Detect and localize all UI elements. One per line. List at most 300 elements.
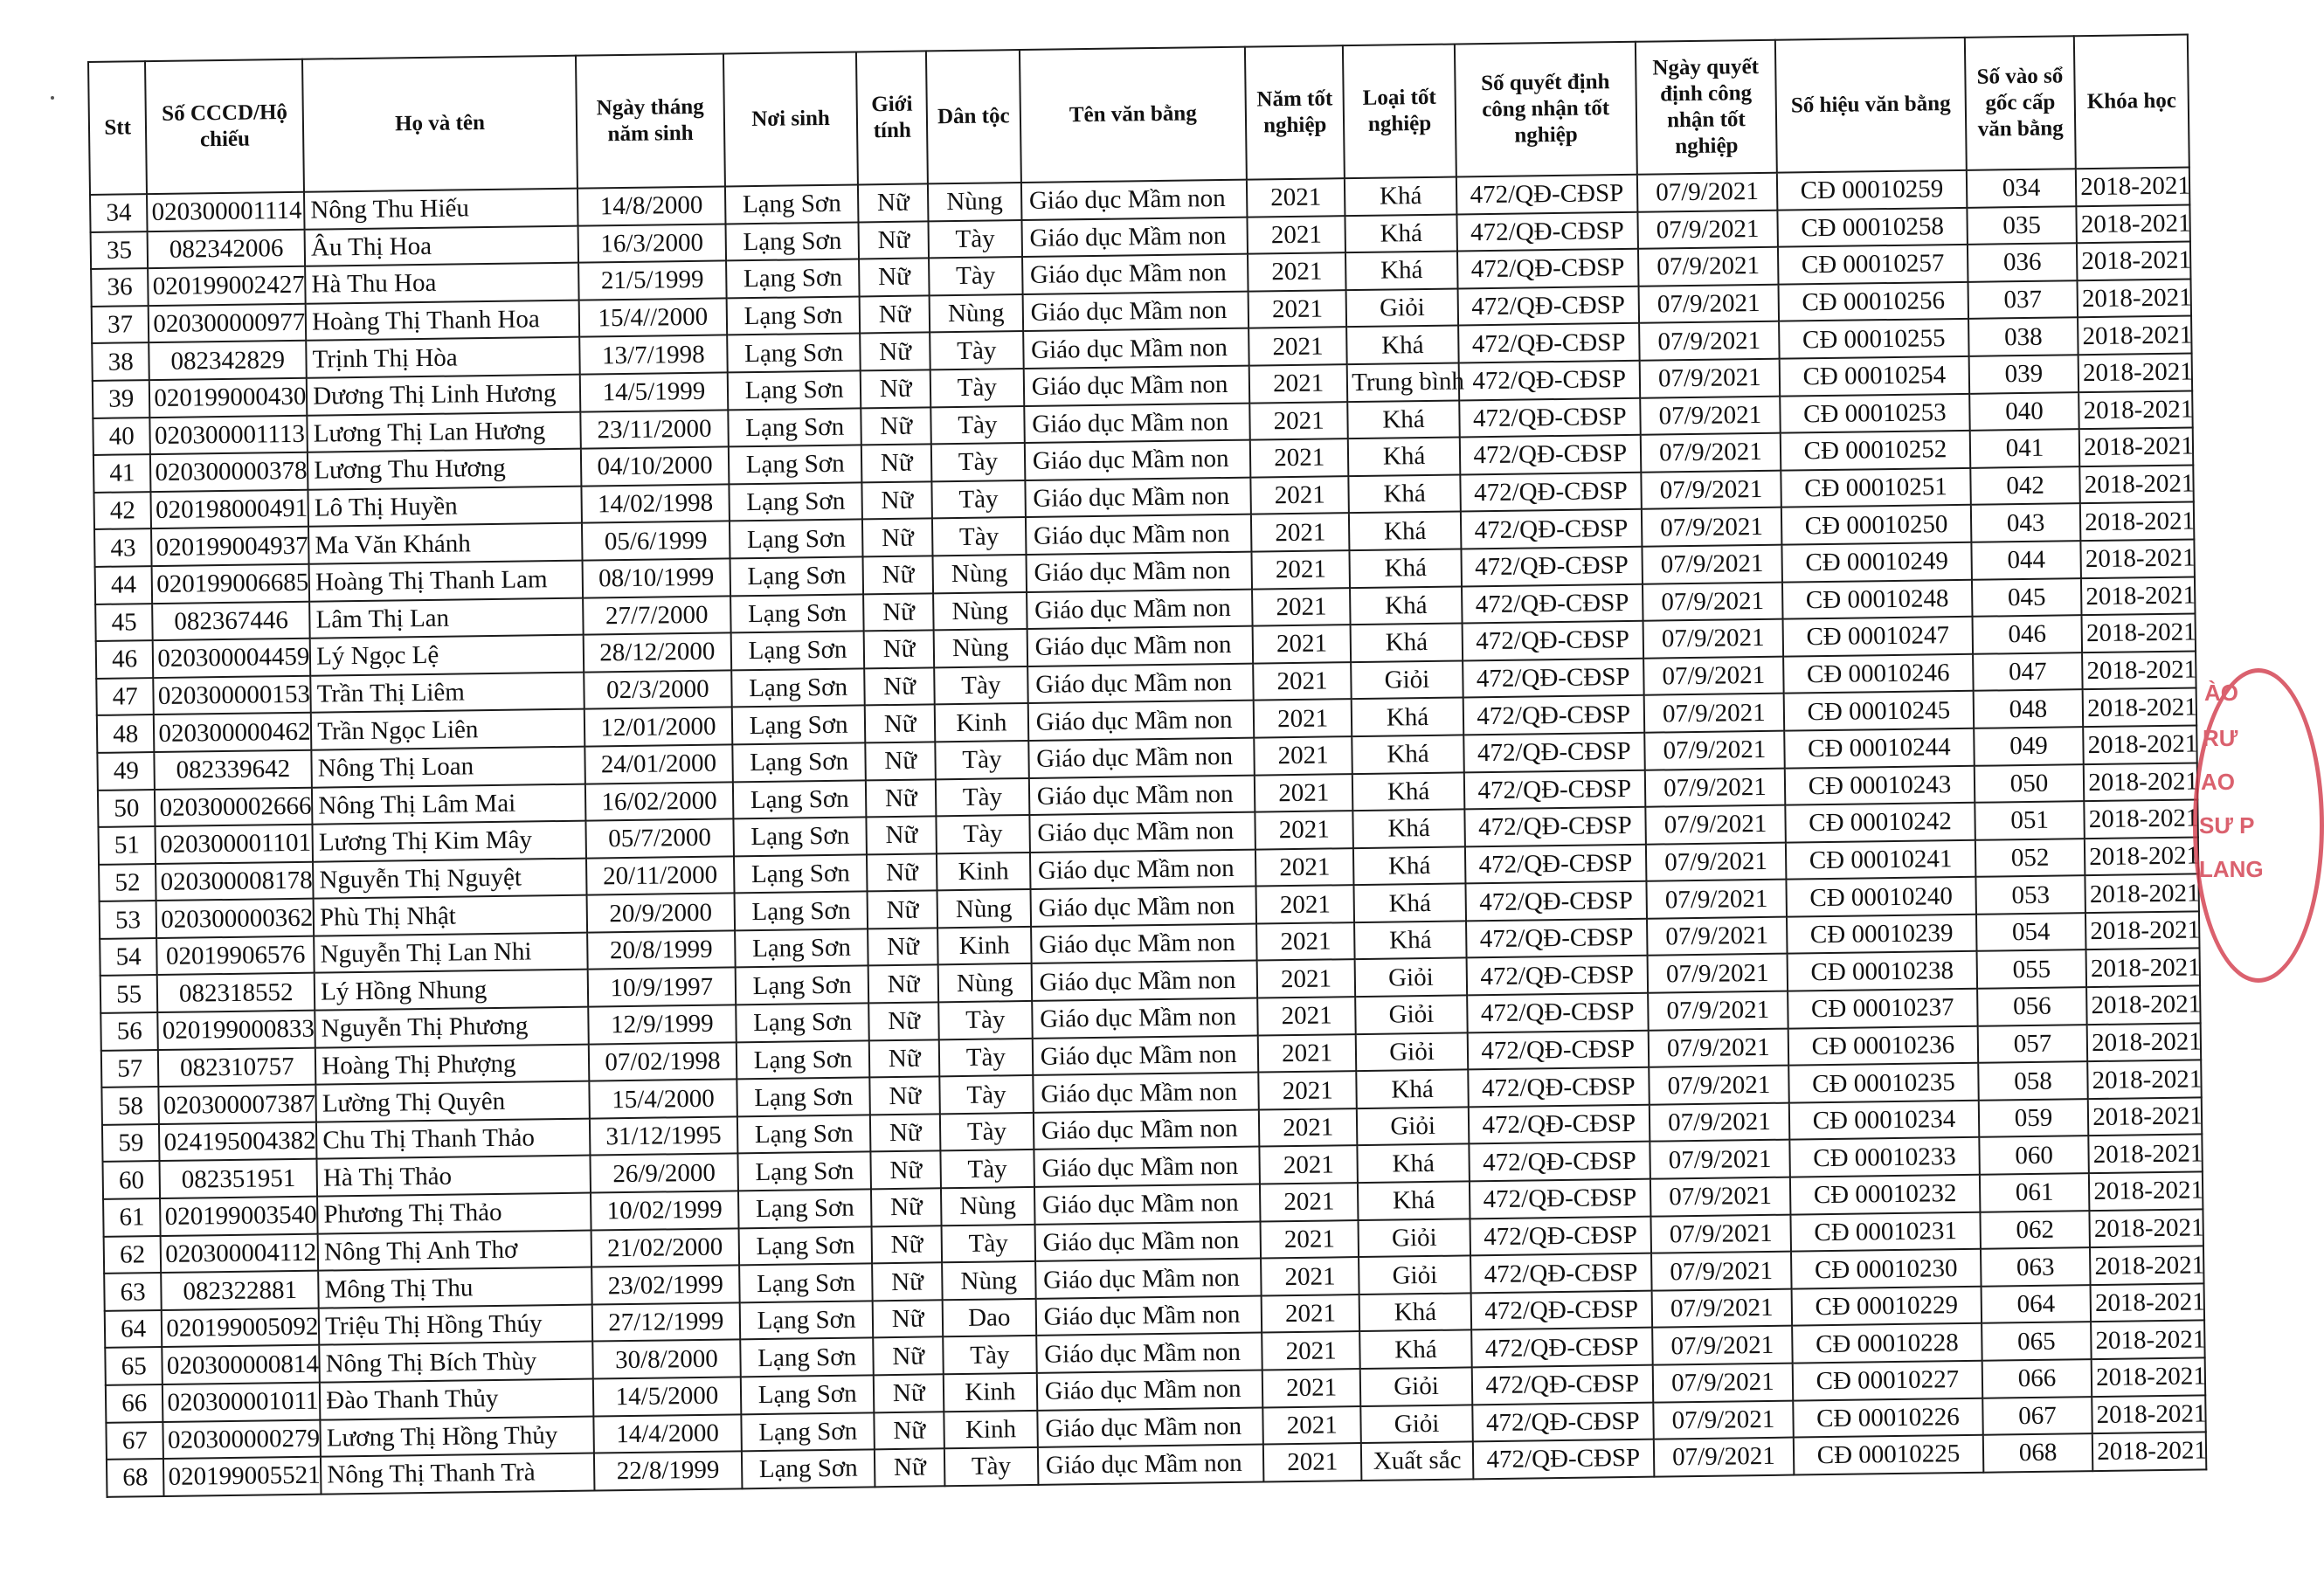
scan-dot — [51, 96, 54, 100]
cell-decision-number: 472/QĐ-CĐSP — [1470, 1253, 1652, 1293]
cell-place-of-birth: Lạng Sơn — [729, 445, 862, 485]
cell-cccd: 020300002666 — [155, 787, 312, 826]
cell-degree: Giáo dục Mầm non — [1030, 849, 1256, 889]
cell-gender: Nữ — [862, 481, 932, 520]
cell-graduation-rank: Khá — [1352, 735, 1464, 773]
cell-stt: 45 — [95, 604, 153, 641]
cell-graduation-rank: Giỏi — [1361, 1405, 1473, 1443]
cell-full-name: Lý Ngọc Lệ — [310, 635, 584, 676]
cell-graduation-year: 2021 — [1252, 588, 1351, 626]
cell-graduation-year: 2021 — [1248, 290, 1347, 328]
cell-place-of-birth: Lạng Sơn — [730, 632, 864, 671]
cell-degree: Giáo dục Mầm non — [1036, 1333, 1262, 1373]
cell-decision-number: 472/QĐ-CĐSP — [1467, 993, 1649, 1032]
cell-decision-number: 472/QĐ-CĐSP — [1466, 956, 1648, 995]
cell-course: 2018-2021 — [2083, 725, 2196, 763]
cell-degree: Giáo dục Mầm non — [1029, 812, 1255, 853]
cell-stt: 66 — [106, 1384, 163, 1422]
cell-gender: Nữ — [861, 445, 931, 483]
cell-cccd: 020300000462 — [154, 713, 311, 752]
cell-degree: Giáo dục Mầm non — [1033, 1035, 1259, 1075]
cell-dob: 07/02/1998 — [589, 1042, 737, 1081]
cell-decision-date: 07/9/2021 — [1652, 1326, 1793, 1365]
cell-full-name: Nguyễn Thị Phương — [315, 1007, 588, 1048]
cell-graduation-rank: Khá — [1358, 1144, 1470, 1183]
cell-gender: Nữ — [875, 1412, 944, 1450]
cell-decision-number: 472/QĐ-CĐSP — [1463, 695, 1644, 735]
cell-dob: 05/6/1999 — [582, 521, 730, 561]
cell-gender: Nữ — [871, 1151, 941, 1190]
cell-graduation-year: 2021 — [1255, 848, 1354, 887]
cell-dob: 21/5/1999 — [578, 261, 726, 300]
cell-full-name: Mông Thị Thu — [318, 1267, 591, 1308]
cell-dob: 16/3/2000 — [578, 224, 725, 263]
cell-decision-date: 07/9/2021 — [1645, 768, 1786, 807]
cell-decision-number: 472/QĐ-CĐSP — [1464, 807, 1646, 846]
cell-graduation-year: 2021 — [1247, 178, 1345, 217]
cell-full-name: Lâm Thị Lan — [309, 597, 583, 639]
cell-cccd: 020300000153 — [154, 675, 311, 715]
cell-cccd: 020199006685 — [152, 564, 309, 604]
cell-full-name: Trần Thị Liêm — [310, 672, 584, 713]
cell-course: 2018-2021 — [2087, 1023, 2201, 1061]
cell-course: 2018-2021 — [2084, 800, 2197, 839]
cell-decision-number: 472/QĐ-CĐSP — [1461, 509, 1643, 549]
cell-cccd: 020199005092 — [162, 1308, 319, 1347]
cell-register-number: 036 — [1968, 243, 2078, 281]
cell-diploma-serial: CĐ 00010235 — [1788, 1063, 1978, 1102]
cell-dob: 10/9/1997 — [588, 968, 736, 1007]
cell-decision-date: 07/9/2021 — [1650, 1102, 1790, 1142]
cell-ethnicity: Kinh — [937, 853, 1030, 891]
cell-degree: Giáo dục Mầm non — [1023, 328, 1249, 369]
cell-place-of-birth: Lạng Sơn — [727, 334, 861, 373]
cell-place-of-birth: Lạng Sơn — [737, 1040, 870, 1080]
cell-register-number: 056 — [1977, 987, 2087, 1025]
cell-gender: Nữ — [875, 1448, 944, 1487]
cell-diploma-serial: CĐ 00010258 — [1777, 207, 1967, 246]
cell-stt: 40 — [93, 418, 150, 455]
cell-register-number: 044 — [1971, 541, 2081, 579]
cell-full-name: Hoàng Thị Thanh Lam — [309, 561, 583, 602]
cell-course: 2018-2021 — [2078, 279, 2191, 317]
cell-cccd: 082339642 — [155, 750, 312, 790]
cell-dob: 15/4/2000 — [589, 1080, 737, 1119]
cell-register-number: 046 — [1972, 615, 2082, 653]
cell-decision-date: 07/9/2021 — [1646, 842, 1787, 881]
cell-decision-number: 472/QĐ-CĐSP — [1463, 658, 1644, 697]
cell-decision-date: 07/9/2021 — [1650, 1177, 1791, 1217]
cell-decision-number: 472/QĐ-CĐSP — [1469, 1142, 1650, 1181]
cell-cccd: 02019906576 — [157, 936, 315, 976]
cell-cccd: 024195004382 — [159, 1122, 316, 1162]
cell-stt: 36 — [91, 268, 149, 306]
cell-dob: 14/8/2000 — [578, 186, 725, 225]
cell-decision-number: 472/QĐ-CĐSP — [1470, 1216, 1651, 1255]
cell-dob: 14/02/1998 — [581, 484, 729, 523]
cell-register-number: 048 — [1973, 689, 2083, 728]
cell-course: 2018-2021 — [2085, 911, 2199, 949]
cell-diploma-serial: CĐ 00010247 — [1783, 617, 1973, 656]
cell-course: 2018-2021 — [2078, 316, 2191, 355]
cell-stt: 61 — [103, 1198, 161, 1236]
cell-course: 2018-2021 — [2077, 204, 2190, 243]
cell-place-of-birth: Lạng Sơn — [737, 1152, 871, 1191]
header-decision-date: Ngày quyết định công nhận tốt nghiệp — [1636, 40, 1777, 175]
cell-stt: 46 — [96, 640, 154, 678]
cell-graduation-rank: Giỏi — [1351, 660, 1463, 699]
cell-decision-number: 472/QĐ-CĐSP — [1457, 287, 1639, 326]
cell-decision-number: 472/QĐ-CĐSP — [1460, 435, 1642, 474]
cell-place-of-birth: Lạng Sơn — [740, 1301, 874, 1340]
cell-place-of-birth: Lạng Sơn — [732, 742, 866, 782]
cell-cccd: 082367446 — [153, 601, 310, 640]
cell-stt: 37 — [92, 306, 149, 343]
cell-full-name: Triệu Thị Hồng Thúy — [319, 1304, 592, 1345]
cell-gender: Nữ — [863, 593, 933, 632]
cell-stt: 51 — [98, 826, 156, 864]
cell-dob: 28/12/2000 — [584, 633, 731, 673]
cell-degree: Giáo dục Mầm non — [1025, 477, 1251, 517]
cell-register-number: 038 — [1968, 318, 2078, 356]
cell-gender: Nữ — [870, 1114, 940, 1152]
cell-place-of-birth: Lạng Sơn — [726, 296, 860, 335]
cell-decision-number: 472/QĐ-CĐSP — [1458, 323, 1640, 362]
cell-gender: Nữ — [873, 1300, 943, 1338]
cell-decision-date: 07/9/2021 — [1641, 470, 1781, 509]
cell-register-number: 049 — [1974, 727, 2084, 765]
cell-full-name: Âu Thị Hoa — [305, 225, 578, 266]
cell-place-of-birth: Lạng Sơn — [737, 1115, 871, 1154]
cell-decision-date: 07/9/2021 — [1642, 507, 1782, 547]
cell-cccd: 020199000833 — [158, 1011, 315, 1050]
cell-diploma-serial: CĐ 00010240 — [1786, 877, 1975, 916]
cell-full-name: Ma Văn Khánh — [308, 523, 582, 564]
cell-ethnicity: Tày — [930, 369, 1024, 407]
cell-decision-date: 07/9/2021 — [1637, 210, 1778, 249]
cell-full-name: Hoàng Thị Phượng — [315, 1044, 589, 1085]
cell-ethnicity: Tày — [935, 741, 1028, 779]
cell-gender: Nữ — [862, 519, 932, 557]
cell-decision-date: 07/9/2021 — [1639, 321, 1780, 361]
cell-dob: 14/4/2000 — [593, 1414, 741, 1453]
seal-text-3: AO — [2201, 769, 2235, 795]
cell-degree: Giáo dục Mầm non — [1021, 217, 1248, 257]
cell-degree: Giáo dục Mầm non — [1034, 1109, 1260, 1150]
cell-decision-date: 07/9/2021 — [1638, 284, 1779, 323]
cell-decision-number: 472/QĐ-CĐSP — [1460, 473, 1642, 512]
cell-decision-number: 472/QĐ-CĐSP — [1461, 547, 1643, 586]
cell-ethnicity: Tày — [931, 480, 1025, 519]
cell-register-number: 059 — [1979, 1099, 2089, 1137]
cell-gender: Nữ — [865, 705, 935, 743]
cell-stt: 56 — [100, 1012, 158, 1050]
cell-graduation-year: 2021 — [1258, 1034, 1357, 1073]
header-decision-number: Số quyết định công nhận tốt nghiệp — [1455, 42, 1637, 177]
cell-ethnicity: Tày — [942, 1225, 1035, 1263]
cell-course: 2018-2021 — [2090, 1209, 2203, 1247]
cell-place-of-birth: Lạng Sơn — [731, 668, 865, 708]
cell-place-of-birth: Lạng Sơn — [730, 594, 864, 633]
cell-dob: 14/5/2000 — [593, 1377, 741, 1416]
cell-decision-date: 07/9/2021 — [1641, 433, 1781, 473]
cell-place-of-birth: Lạng Sơn — [738, 1189, 872, 1228]
cell-graduation-year: 2021 — [1250, 438, 1349, 477]
cell-full-name: Lương Thị Lan Hương — [308, 411, 581, 452]
cell-diploma-serial: CĐ 00010228 — [1792, 1323, 1982, 1363]
cell-cccd: 020199002427 — [148, 266, 305, 306]
cell-place-of-birth: Lạng Sơn — [741, 1375, 875, 1414]
cell-stt: 65 — [105, 1347, 163, 1384]
cell-decision-date: 07/9/2021 — [1647, 916, 1788, 956]
cell-cccd: 020300000279 — [163, 1419, 321, 1459]
cell-register-number: 037 — [1968, 280, 2078, 319]
cell-graduation-year: 2021 — [1251, 513, 1350, 551]
header-name: Họ và tên — [302, 56, 578, 192]
cell-gender: Nữ — [869, 1039, 939, 1078]
header-graduation-year: Năm tốt nghiệp — [1245, 45, 1345, 179]
cell-cccd: 020300000362 — [156, 899, 314, 938]
cell-graduation-year: 2021 — [1255, 811, 1353, 849]
cell-dob: 12/01/2000 — [584, 708, 732, 747]
cell-register-number: 058 — [1978, 1061, 2088, 1100]
cell-degree: Giáo dục Mầm non — [1025, 440, 1251, 480]
cell-diploma-serial: CĐ 00010252 — [1781, 431, 1970, 470]
cell-diploma-serial: CĐ 00010257 — [1778, 245, 1968, 284]
cell-decision-date: 07/9/2021 — [1649, 1028, 1789, 1067]
cell-gender: Nữ — [869, 1002, 939, 1040]
cell-decision-number: 472/QĐ-CĐSP — [1470, 1290, 1652, 1329]
cell-diploma-serial: CĐ 00010226 — [1793, 1398, 1982, 1437]
cell-degree: Giáo dục Mầm non — [1022, 291, 1248, 331]
cell-ethnicity: Tày — [938, 1001, 1032, 1039]
cell-graduation-year: 2021 — [1261, 1220, 1359, 1259]
cell-cccd: 020199003540 — [160, 1197, 317, 1236]
cell-gender: Nữ — [859, 259, 929, 297]
cell-place-of-birth: Lạng Sơn — [741, 1412, 875, 1452]
cell-diploma-serial: CĐ 00010230 — [1791, 1249, 1981, 1288]
cell-ethnicity: Tày — [930, 331, 1023, 369]
cell-register-number: 067 — [1982, 1397, 2092, 1435]
cell-gender: Nữ — [866, 779, 936, 818]
cell-decision-number: 472/QĐ-CĐSP — [1467, 1030, 1649, 1069]
cell-graduation-rank: Khá — [1345, 214, 1457, 252]
cell-degree: Giáo dục Mầm non — [1027, 663, 1254, 703]
cell-full-name: Hà Thị Thảo — [317, 1156, 591, 1197]
cell-course: 2018-2021 — [2086, 949, 2200, 987]
cell-stt: 44 — [95, 566, 153, 604]
cell-decision-date: 07/9/2021 — [1643, 656, 1784, 695]
cell-course: 2018-2021 — [2084, 763, 2197, 801]
cell-degree: Giáo dục Mầm non — [1026, 552, 1252, 592]
header-stt: Stt — [88, 61, 147, 195]
cell-cccd: 082342006 — [148, 229, 305, 268]
cell-cccd: 082351951 — [160, 1159, 317, 1198]
cell-place-of-birth: Lạng Sơn — [742, 1450, 875, 1489]
cell-course: 2018-2021 — [2076, 168, 2189, 206]
cell-degree: Giáo dục Mầm non — [1037, 1407, 1263, 1447]
cell-full-name: Lường Thị Quyên — [316, 1081, 590, 1122]
cell-graduation-rank: Khá — [1346, 326, 1458, 364]
cell-course: 2018-2021 — [2091, 1321, 2204, 1359]
cell-gender: Nữ — [872, 1225, 942, 1264]
cell-place-of-birth: Lạng Sơn — [728, 370, 861, 410]
cell-dob: 08/10/1999 — [582, 558, 730, 597]
cell-gender: Nữ — [860, 295, 930, 334]
cell-graduation-year: 2021 — [1259, 1146, 1358, 1184]
cell-degree: Giáo dục Mầm non — [1029, 775, 1255, 815]
cell-full-name: Nguyễn Thị Lan Nhi — [314, 932, 587, 973]
cell-diploma-serial: CĐ 00010256 — [1779, 282, 1968, 321]
cell-register-number: 035 — [1967, 206, 2077, 245]
cell-dob: 02/3/2000 — [584, 670, 731, 709]
cell-place-of-birth: Lạng Sơn — [732, 706, 866, 745]
cell-register-number: 051 — [1975, 801, 2085, 839]
cell-ethnicity: Kinh — [937, 927, 1031, 965]
cell-stt: 62 — [104, 1236, 162, 1274]
cell-degree: Giáo dục Mầm non — [1027, 626, 1253, 666]
cell-graduation-year: 2021 — [1248, 328, 1347, 366]
cell-diploma-serial: CĐ 00010250 — [1781, 505, 1971, 544]
header-diploma-serial: Số hiệu văn bằng — [1775, 38, 1967, 173]
cell-graduation-year: 2021 — [1250, 476, 1349, 514]
cell-stt: 47 — [96, 678, 154, 715]
cell-register-number: 057 — [1978, 1025, 2088, 1063]
cell-stt: 34 — [90, 194, 148, 231]
cell-decision-number: 472/QĐ-CĐSP — [1471, 1328, 1653, 1367]
header-register-number: Số vào sổ gốc cấp văn bằng — [1965, 36, 2076, 170]
cell-graduation-year: 2021 — [1261, 1257, 1359, 1295]
cell-cccd: 020300000814 — [163, 1345, 320, 1384]
cell-decision-date: 07/9/2021 — [1650, 1140, 1790, 1179]
cell-course: 2018-2021 — [2088, 1135, 2202, 1173]
cell-degree: Giáo dục Mầm non — [1035, 1259, 1262, 1299]
cell-place-of-birth: Lạng Sơn — [726, 259, 860, 299]
cell-stt: 64 — [105, 1310, 163, 1348]
cell-diploma-serial: CĐ 00010233 — [1789, 1137, 1979, 1177]
cell-decision-date: 07/9/2021 — [1642, 545, 1782, 584]
cell-course: 2018-2021 — [2085, 874, 2199, 913]
cell-degree: Giáo dục Mầm non — [1038, 1445, 1264, 1485]
header-cccd: Số CCCD/Hộ chiếu — [145, 59, 304, 194]
cell-place-of-birth: Lạng Sơn — [737, 1078, 870, 1117]
cell-graduation-rank: Giỏi — [1360, 1367, 1472, 1405]
cell-graduation-rank: Khá — [1349, 512, 1461, 550]
cell-decision-number: 472/QĐ-CĐSP — [1456, 211, 1638, 251]
cell-graduation-rank: Khá — [1354, 921, 1466, 959]
cell-register-number: 053 — [1975, 875, 2085, 914]
cell-decision-number: 472/QĐ-CĐSP — [1473, 1439, 1655, 1479]
cell-stt: 54 — [100, 938, 157, 976]
cell-graduation-year: 2021 — [1252, 550, 1351, 589]
cell-dob: 12/9/1999 — [588, 1005, 736, 1044]
cell-ethnicity: Tày — [930, 406, 1024, 445]
cell-dob: 15/4//2000 — [579, 298, 727, 337]
cell-graduation-rank: Khá — [1349, 474, 1461, 513]
cell-degree: Giáo dục Mầm non — [1033, 1073, 1259, 1113]
cell-ethnicity: Tày — [931, 443, 1025, 481]
cell-course: 2018-2021 — [2088, 1097, 2202, 1136]
cell-register-number: 043 — [1971, 504, 2081, 542]
cell-gender: Nữ — [870, 1077, 940, 1115]
cell-ethnicity: Nùng — [937, 889, 1030, 928]
cell-register-number: 039 — [1968, 355, 2078, 393]
cell-graduation-rank: Khá — [1352, 772, 1464, 811]
cell-gender: Nữ — [874, 1374, 944, 1412]
cell-decision-date: 07/9/2021 — [1651, 1252, 1792, 1291]
cell-ethnicity: Nùng — [928, 183, 1021, 221]
cell-graduation-year: 2021 — [1256, 885, 1355, 923]
cell-course: 2018-2021 — [2092, 1433, 2206, 1471]
cell-decision-date: 07/9/2021 — [1648, 991, 1788, 1031]
cell-degree: Giáo dục Mầm non — [1027, 701, 1254, 741]
cell-stt: 60 — [102, 1161, 160, 1198]
cell-gender: Nữ — [873, 1263, 943, 1301]
cell-ethnicity: Kinh — [944, 1373, 1037, 1412]
cell-graduation-rank: Khá — [1353, 810, 1465, 848]
cell-decision-date: 07/9/2021 — [1649, 1066, 1789, 1105]
cell-graduation-rank: Khá — [1359, 1293, 1471, 1331]
cell-gender: Nữ — [864, 631, 934, 669]
cell-degree: Giáo dục Mầm non — [1034, 1147, 1260, 1187]
seal-text-2: RƯ — [2203, 725, 2238, 751]
cell-course: 2018-2021 — [2085, 837, 2198, 875]
cell-register-number: 034 — [1967, 169, 2077, 207]
cell-cccd: 082310757 — [158, 1047, 315, 1087]
cell-place-of-birth: Lạng Sơn — [738, 1226, 872, 1266]
cell-register-number: 042 — [1970, 466, 2080, 505]
cell-graduation-year: 2021 — [1247, 216, 1345, 254]
cell-register-number: 054 — [1976, 913, 2086, 951]
cell-diploma-serial: CĐ 00010253 — [1780, 393, 1969, 432]
cell-cccd: 020300001113 — [150, 415, 308, 454]
cell-diploma-serial: CĐ 00010244 — [1784, 728, 1974, 768]
cell-graduation-rank: Khá — [1353, 846, 1465, 885]
cell-decision-date: 07/9/2021 — [1645, 805, 1786, 845]
cell-register-number: 066 — [1982, 1359, 2092, 1398]
seal-text-5: LANG — [2199, 856, 2264, 882]
cell-place-of-birth: Lạng Sơn — [729, 482, 862, 521]
cell-gender: Nữ — [858, 183, 928, 222]
cell-ethnicity: Nùng — [938, 963, 1032, 1002]
cell-ethnicity: Kinh — [935, 703, 1028, 742]
cell-degree: Giáo dục Mầm non — [1031, 923, 1257, 963]
cell-stt: 58 — [101, 1087, 159, 1124]
cell-ethnicity: Tày — [940, 1150, 1034, 1188]
cell-course: 2018-2021 — [2082, 651, 2196, 689]
cell-ethnicity: Tày — [943, 1336, 1036, 1374]
cell-stt: 38 — [92, 342, 149, 380]
cell-course: 2018-2021 — [2079, 465, 2193, 503]
cell-dob: 21/02/2000 — [591, 1228, 739, 1267]
cell-gender: Nữ — [863, 556, 933, 594]
cell-cccd: 020300007387 — [159, 1085, 316, 1124]
cell-full-name: Nông Thị Thanh Trà — [321, 1453, 594, 1495]
cell-dob: 13/7/1998 — [579, 335, 727, 375]
cell-graduation-year: 2021 — [1258, 1071, 1357, 1109]
cell-decision-date: 07/9/2021 — [1644, 731, 1785, 770]
cell-gender: Nữ — [871, 1188, 941, 1226]
cell-decision-number: 472/QĐ-CĐSP — [1464, 770, 1646, 809]
cell-diploma-serial: CĐ 00010248 — [1782, 579, 1972, 618]
cell-decision-number: 472/QĐ-CĐSP — [1465, 844, 1647, 883]
cell-decision-number: 472/QĐ-CĐSP — [1465, 881, 1647, 921]
cell-course: 2018-2021 — [2083, 688, 2196, 727]
cell-diploma-serial: CĐ 00010236 — [1788, 1025, 1978, 1065]
cell-decision-date: 07/9/2021 — [1637, 173, 1778, 212]
cell-diploma-serial: CĐ 00010245 — [1784, 691, 1974, 730]
cell-course: 2018-2021 — [2078, 390, 2192, 429]
